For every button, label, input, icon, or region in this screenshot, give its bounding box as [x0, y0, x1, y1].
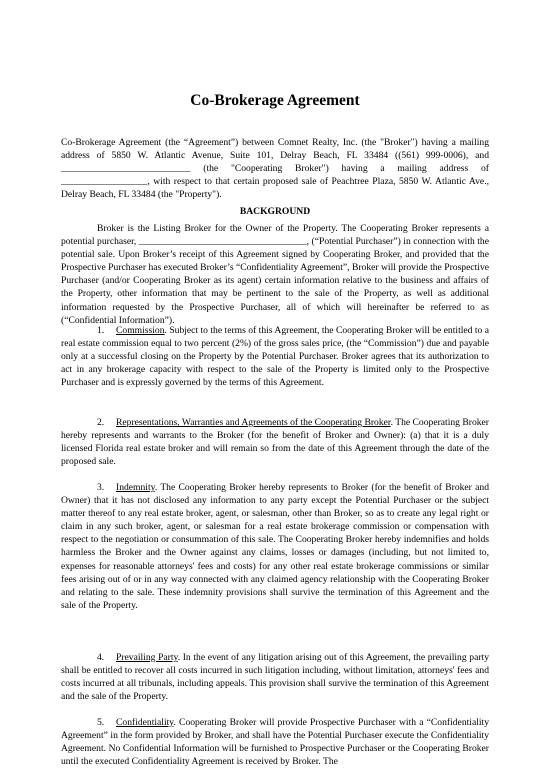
- section-heading: Indemnity: [116, 482, 155, 493]
- section-representations: [61, 416, 489, 468]
- section-text: . Cooperating Broker will provide Prospective Purchaser with a “Confidentiality Agreement” in the form provided by Broker, and shall have the Potential Purchaser execute the Confidentiality Agreement. No Confidential Information will be furnished to Prospective Purchaser or the Cooperating Broker until the executed Confidentiality Agreement is received by Broker. The: [61, 717, 489, 768]
- section-number: 2.: [97, 417, 105, 428]
- section-text: . The Cooperating Broker hereby represents to Broker (for the benefit of Broker and Owner) that it has not disclosed any information to any party except the Potential Purchaser or the subject matter thereof to any real estate broker, agent, or salesman, other than Broker, so as to create any legal right or claim in any such broker, agent, or salesman for a real estate brokerage commission or compensation with respect to the negotiation or consummation of this sale. The Cooperating Broker hereby indemnifies and holds harmless the Broker and the Owner against any claims, losses or damages (including, but not limited to, expenses for reasonable attorneys' fees and costs) for any other real estate brokerage commissions or similar fees arising out of or in any way connected with any claimed agency relationship with the Cooperating Broker and relating to the sale. These indemnity provisions shall survive the termination of this Agreement and the sale of the Property.: [61, 482, 489, 611]
- section-number: 4.: [97, 652, 105, 663]
- background-heading: BACKGROUND: [239, 206, 311, 217]
- intro-paragraph: Co-Brokerage Agreement (the “Agreement”) between Comnet Realty, Inc. (the "Broker") having a mailing address of 5850 W. Atlantic Avenue, Suite 101, Delray Beach, FL 33484 ((561) 999-0006), and ___________________________ (the "Cooperating Broker") having a mailing address of __________________, with respect to that certain proposed sale of Peachtree Plaza, 5850 W. Atlantic Ave., Delray Beach, FL 33484 (the "Property").: [61, 137, 489, 201]
- section-confidentiality: [61, 716, 489, 774]
- section-commission: [61, 324, 489, 389]
- section-text: . In the event of any litigation arising out of this Agreement, the prevailing party shall be entitled to recover all costs incurred in such litigation including, without limitation, attorneys' fees and costs incurred at all tribunals, including appeals. This provision shall survive the termination of this Agreement and the sale of the Property.: [61, 652, 489, 703]
- section-number: 1.: [97, 325, 105, 336]
- section-heading: Commission: [116, 325, 165, 336]
- section-indemnity: [61, 481, 489, 612]
- section-prevailing-party: [61, 651, 489, 703]
- section-text: . The Cooperating Broker hereby represents and warrants to the Broker (for the benefit of Broker and Owner): (a) that it is a duly licensed Florida real estate broker and will remain so from the date of this Agreement through the date of the proposed sale.: [61, 417, 489, 468]
- section-number: 3.: [97, 482, 105, 493]
- section-heading: Representations, Warranties and Agreements of the Cooperating Broker: [116, 417, 391, 428]
- background-paragraph: Broker is the Listing Broker for the Owner of the Property. The Cooperating Broker represents a potential purchaser, ___________________________________, (“Potential Purchaser”) in connection with the potential sale. Upon Broker’s receipt of this Agreement signed by Cooperating Broker, and provided that the Prospective Purchaser has executed Broker’s “Confidentiality Agreement”, Broker will provide the Prospective Purchaser (and/or Cooperating Broker as its agent) certain information relative to the business and affairs of the Property, other information that may be pertinent to the sale of the Property, as well as additional information requested by the Prospective Purchaser, all of which will hereinafter be referred to as (“Confidential Information”).: [61, 223, 489, 326]
- document-title: Co-Brokerage Agreement: [190, 92, 360, 109]
- section-number: 5.: [97, 717, 105, 728]
- section-heading: Prevailing Party: [116, 652, 178, 663]
- section-text: . Subject to the terms of this Agreement, the Cooperating Broker will be entitled to a real estate commission equal to two percent (2%) of the gross sales price, (the “Commission”) due and payable only at a successful closing on the Property by the Potential Purchaser. Broker agrees that its authorization to act in any brokerage capacity with respect to the sale of the Property is limited only to the Prospective Purchaser and is expressly governed by the terms of this Agreement.: [61, 325, 489, 389]
- section-heading: Confidentiality: [116, 717, 174, 728]
